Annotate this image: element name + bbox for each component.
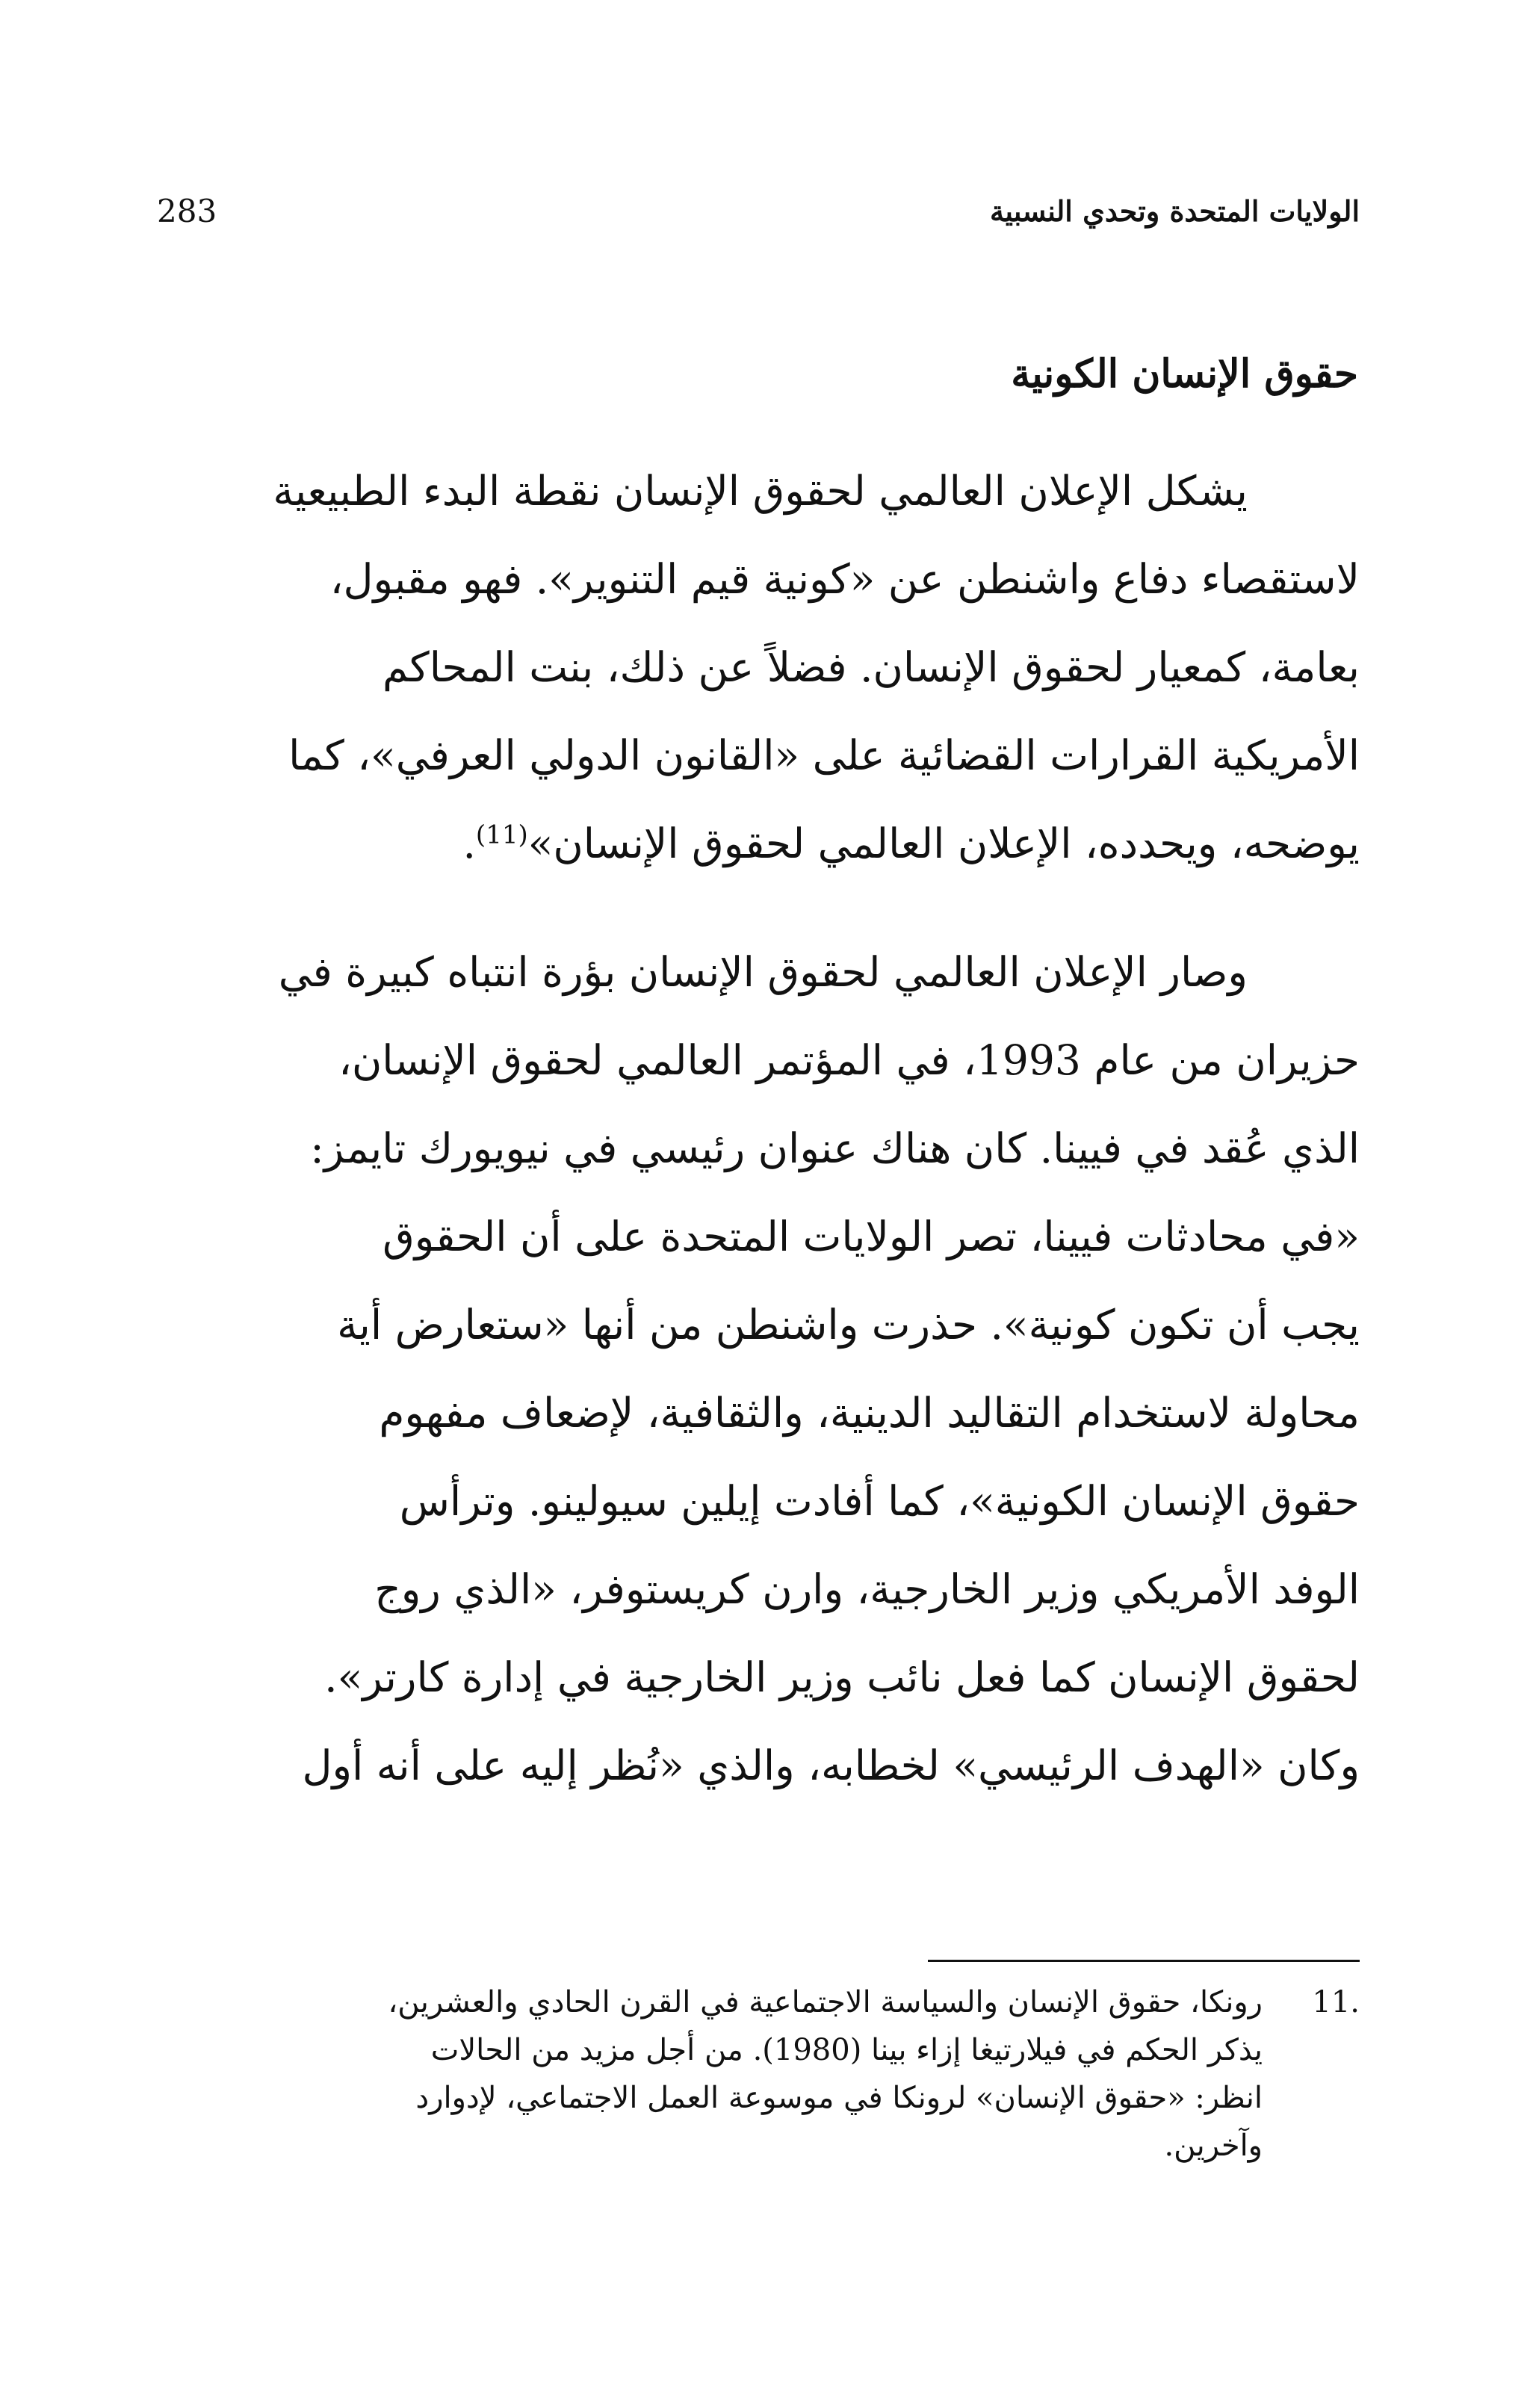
paragraph-line: بعامة، كمعيار لحقوق الإنسان. فضلاً عن ذلك، بنت المحاكم [382, 643, 1360, 691]
paragraph-2 [157, 928, 1360, 1810]
paragraph-line: وصار الإعلان العالمي لحقوق الإنسان بؤرة انتباه كبيرة في [278, 948, 1248, 996]
footnote-line: يذكر الحكم في فيلارتيغا إزاء بينا (1980). من أجل مزيد من الحالات [430, 2033, 1263, 2067]
running-title: الولايات المتحدة وتحدي النسبية [990, 194, 1360, 228]
paragraph-line: الذي عُقد في فيينا. كان هناك عنوان رئيسي في نيويورك تايمز: [310, 1124, 1360, 1172]
line-end-punctuation: . [462, 820, 476, 867]
paragraph-line: يجب أن تكون كونية». حذرت واشنطن من أنها «ستعارض أية [337, 1301, 1360, 1349]
paragraph-line: حقوق الإنسان الكونية»، كما أفادت إيلين سيولينو. وترأس [399, 1477, 1360, 1525]
paragraph-line: الوفد الأمريكي وزير الخارجية، وارن كريستوفر، «الذي روج [374, 1565, 1360, 1613]
paragraph-line: حزيران من عام 1993، في المؤتمر العالمي لحقوق الإنسان، [338, 1036, 1360, 1084]
footnote-reference: (11) [475, 820, 528, 850]
paragraph-1 [157, 447, 1360, 888]
footnote-line: رونكا، حقوق الإنسان والسياسة الاجتماعية في القرن الحادي والعشرين، [388, 1985, 1263, 2019]
footnote-separator [928, 1960, 1360, 1962]
paragraph-line: «في محادثات فيينا، تصر الولايات المتحدة على أن الحقوق [382, 1213, 1360, 1260]
section-title: حقوق الإنسان الكونية [1011, 351, 1358, 397]
paragraph-line-with-footnote [157, 799, 1360, 888]
page-number: 283 [157, 193, 217, 229]
footnote-line: وآخرين. [1164, 2129, 1263, 2163]
page-header [157, 185, 1360, 238]
paragraph-line: لاستقصاء دفاع واشنطن عن «كونية قيم التنوير». فهو مقبول، [329, 555, 1360, 603]
paragraph-line: يوضحه، ويحدده، الإعلان العالمي لحقوق الإنسان» [527, 820, 1360, 867]
paragraph-line: وكان «الهدف الرئيسي» لخطابه، والذي «نُظر إليه على أنه أول [302, 1742, 1360, 1789]
footnote-body [157, 1978, 1263, 2170]
paragraph-line: الأمريكية القرارات القضائية على «القانون الدولي العرفي»، كما [288, 731, 1360, 779]
paragraph-line: لحقوق الإنسان كما فعل نائب وزير الخارجية في إدارة كارتر». [324, 1653, 1360, 1701]
paragraph-line: يشكل الإعلان العالمي لحقوق الإنسان نقطة البدء الطبيعية [273, 467, 1248, 515]
footnote-number: 11. [1312, 1985, 1360, 2019]
paragraph-line: محاولة لاستخدام التقاليد الدينية، والثقافية، لإضعاف مفهوم [379, 1389, 1360, 1437]
footnote-line: انظر: «حقوق الإنسان» لرونكا في موسوعة العمل الاجتماعي، لإدوارد [415, 2081, 1263, 2115]
